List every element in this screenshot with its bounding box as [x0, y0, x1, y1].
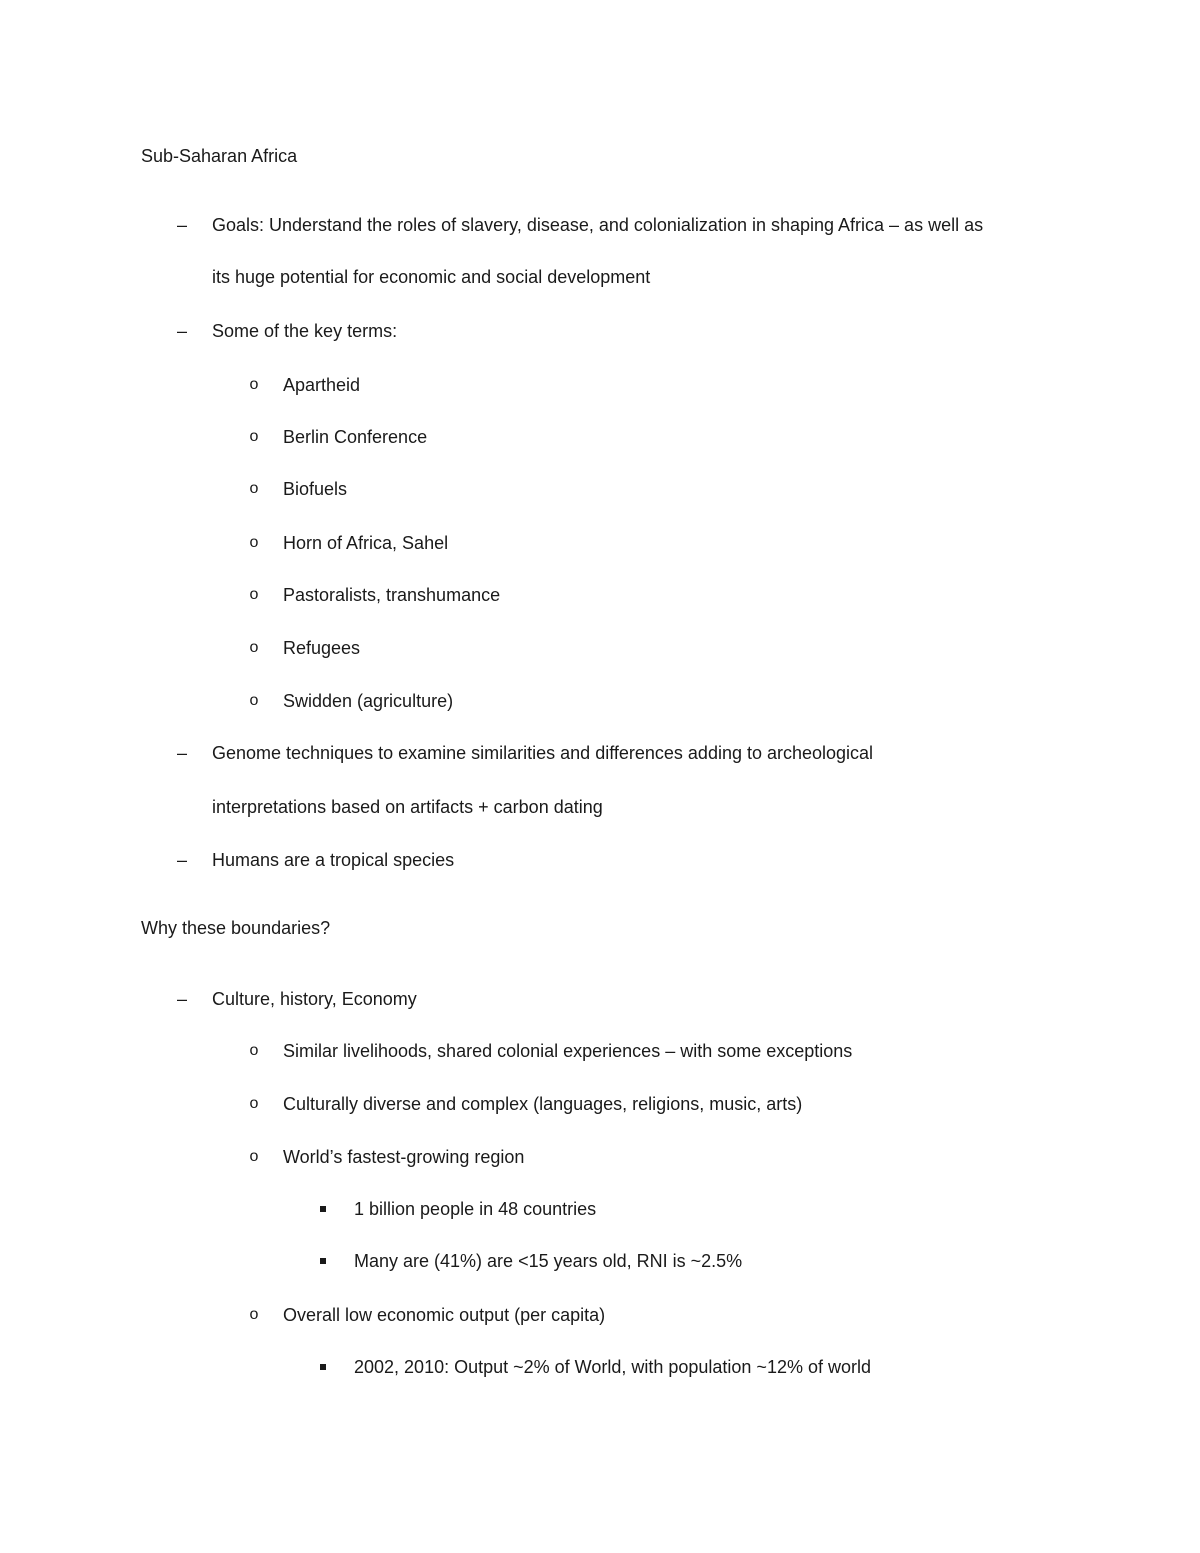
key-terms-label: Some of the key terms:: [212, 321, 398, 341]
goals-text-line-2: its huge potential for economic and social development: [212, 267, 651, 287]
culture-history-economy: Culture, history, Economy: [212, 989, 417, 1009]
dash-bullet: –: [176, 215, 187, 235]
circle-bullet: o: [249, 692, 259, 709]
circle-bullet: o: [249, 428, 259, 445]
circle-bullet: o: [249, 1306, 259, 1323]
circle-bullet: o: [249, 480, 259, 497]
section-heading-why-these-boundaries: Why these boundaries?: [141, 918, 331, 938]
dash-bullet: –: [176, 321, 187, 341]
square-bullet: [320, 1364, 326, 1370]
low-output-text: Overall low economic output (per capita): [283, 1305, 606, 1325]
circle-bullet: o: [249, 376, 259, 393]
genome-text-line-1: Genome techniques to examine similarities and differences adding to archeological: [212, 743, 874, 763]
dash-bullet: –: [176, 850, 187, 870]
circle-bullet: o: [249, 1042, 259, 1059]
output-stat-text: 2002, 2010: Output ~2% of World, with population ~12% of world: [354, 1357, 871, 1377]
key-term-item: Horn of Africa, Sahel: [283, 533, 449, 553]
culturally-diverse-text: Culturally diverse and complex (languages, religions, music, arts): [283, 1094, 803, 1114]
billion-people-text: 1 billion people in 48 countries: [354, 1199, 597, 1219]
square-bullet: [320, 1206, 326, 1212]
key-term-item: Pastoralists, transhumance: [283, 585, 501, 605]
square-bullet: [320, 1258, 326, 1264]
circle-bullet: o: [249, 534, 259, 551]
key-term-item: Refugees: [283, 638, 361, 658]
dash-bullet: –: [176, 743, 187, 763]
dash-bullet: –: [176, 989, 187, 1009]
young-population-text: Many are (41%) are <15 years old, RNI is ~2.5%: [354, 1251, 743, 1271]
key-term-item: Biofuels: [283, 479, 348, 499]
fastest-growing-text: World’s fastest-growing region: [283, 1147, 525, 1167]
section-heading-sub-saharan-africa: Sub-Saharan Africa: [141, 146, 298, 166]
circle-bullet: o: [249, 586, 259, 603]
circle-bullet: o: [249, 1095, 259, 1112]
livelihoods-text: Similar livelihoods, shared colonial experiences – with some exceptions: [283, 1041, 853, 1061]
key-term-item: Berlin Conference: [283, 427, 428, 447]
key-term-item: Apartheid: [283, 375, 361, 395]
key-term-item: Swidden (agriculture): [283, 691, 454, 711]
goals-text-line-1: Goals: Understand the roles of slavery, disease, and colonialization in shaping Africa – as well as: [212, 215, 984, 235]
circle-bullet: o: [249, 639, 259, 656]
circle-bullet: o: [249, 1148, 259, 1165]
genome-text-line-2: interpretations based on artifacts + carbon dating: [212, 797, 603, 817]
humans-text: Humans are a tropical species: [212, 850, 455, 870]
